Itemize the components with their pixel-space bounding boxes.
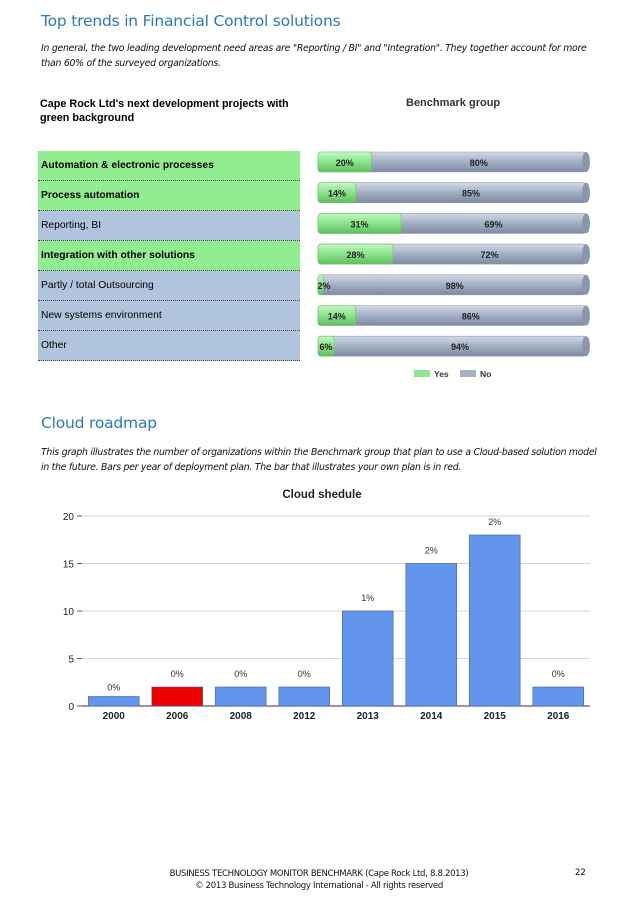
benchmark-label-yes: 20%: [335, 158, 354, 168]
cloud-bar-label: 0%: [170, 669, 184, 679]
chart-title: Cloud shedule: [282, 489, 362, 501]
cloud-bar-label: 0%: [551, 669, 565, 679]
cloud-intro-text: This graph illustrates the number of organizations within the Benchmark group that plan to use a Cloud-based solution model in the future. Bars per year of deployment plan. The bar that illustrates your own plan is in red.: [41, 447, 597, 473]
cloud-schedule-chart: [60, 480, 600, 730]
project-row: Reporting, BI: [38, 211, 300, 241]
cloud-bar-label: 0%: [234, 669, 248, 679]
cloud-bar-label: 2%: [488, 517, 502, 527]
benchmark-bar-end-cap: [582, 152, 590, 172]
x-tick-label: 2008: [229, 711, 252, 722]
y-tick-label: 10: [62, 607, 74, 618]
benchmark-label-no: 98%: [445, 280, 464, 291]
benchmark-label-yes: 2%: [317, 280, 331, 291]
benchmark-bar-no: [318, 183, 586, 203]
benchmark-bar-end-cap: [582, 183, 590, 203]
benchmark-label-no: 72%: [480, 250, 499, 261]
benchmark-label-yes: 28%: [346, 250, 365, 261]
benchmark-label-no: 80%: [469, 158, 488, 168]
cloud-bar: [152, 687, 203, 706]
legend-label-yes: Yes: [434, 369, 449, 379]
benchmark-label-yes: 14%: [327, 188, 346, 199]
benchmark-label-yes: 14%: [327, 311, 346, 322]
benchmark-bar-end-cap: [582, 275, 590, 295]
x-tick-label: 2014: [420, 711, 443, 722]
cloud-bar-label: 1%: [361, 593, 375, 603]
cloud-bar: [469, 535, 520, 706]
benchmark-stacked-bar-chart: [310, 146, 600, 386]
x-tick-label: 2006: [166, 711, 189, 722]
projects-heading: Cape Rock Ltd's next development projects with green background: [40, 98, 289, 124]
benchmark-bar-end-cap: [582, 306, 590, 326]
project-row: Partly / total Outsourcing: [38, 271, 300, 301]
cloud-bar: [342, 611, 393, 706]
cloud-bar-label: 0%: [297, 669, 311, 679]
y-tick-label: 20: [62, 512, 74, 523]
legend-swatch-yes: [414, 370, 430, 377]
benchmark-label-no: 86%: [461, 311, 480, 322]
page-number: 22: [575, 868, 586, 878]
benchmark-label-yes: 31%: [350, 219, 369, 230]
benchmark-bar-end-cap: [582, 244, 590, 264]
project-row: New systems environment: [38, 301, 300, 331]
section-title-trends: Top trends in Financial Control solutions: [41, 12, 341, 30]
benchmark-label-no: 69%: [484, 219, 503, 230]
footer-line-1: BUSINESS TECHNOLOGY MONITOR BENCHMARK (Cape Rock Ltd, 8.8.2013): [169, 869, 469, 879]
cloud-bar-label: 0%: [107, 682, 121, 693]
project-list: [38, 151, 300, 361]
x-tick-label: 2015: [483, 711, 506, 722]
y-tick-label: 5: [68, 654, 74, 666]
legend-swatch-no: [460, 370, 476, 377]
cloud-bar: [215, 687, 266, 706]
section-title-cloud: Cloud roadmap: [41, 414, 157, 432]
x-tick-label: 2012: [293, 711, 316, 722]
footer-line-2: © 2013 Business Technology International - All rights reserved: [195, 881, 443, 891]
x-tick-label: 2000: [102, 711, 125, 722]
cloud-bar: [533, 687, 584, 706]
project-row: Integration with other solutions: [38, 241, 300, 271]
footer: [0, 868, 638, 892]
project-row: Automation & electronic processes: [38, 151, 300, 181]
project-row: Process automation: [38, 181, 300, 211]
benchmark-label-no: 85%: [461, 188, 480, 199]
cloud-bar-label: 2%: [424, 545, 438, 556]
benchmark-bar-end-cap: [582, 336, 590, 356]
benchmark-label-no: 94%: [451, 342, 470, 353]
y-tick-label: 15: [62, 559, 74, 571]
cloud-bar: [406, 564, 457, 707]
benchmark-bar-no: [318, 306, 586, 326]
trends-intro-text: In general, the two leading development need areas are "Reporting / BI" and "Integration". They together account for more than 60% of the surveyed organizations.: [41, 43, 587, 69]
x-tick-label: 2016: [547, 711, 570, 722]
project-row: Other: [38, 331, 300, 361]
benchmark-label-yes: 6%: [319, 342, 333, 353]
benchmark-bar-end-cap: [582, 213, 590, 233]
y-tick-label: 0: [68, 702, 74, 713]
cloud-bar: [88, 697, 139, 707]
legend-label-no: No: [480, 369, 492, 379]
benchmark-heading: Benchmark group: [406, 97, 501, 109]
x-tick-label: 2013: [356, 711, 379, 722]
cloud-bar: [279, 687, 330, 706]
